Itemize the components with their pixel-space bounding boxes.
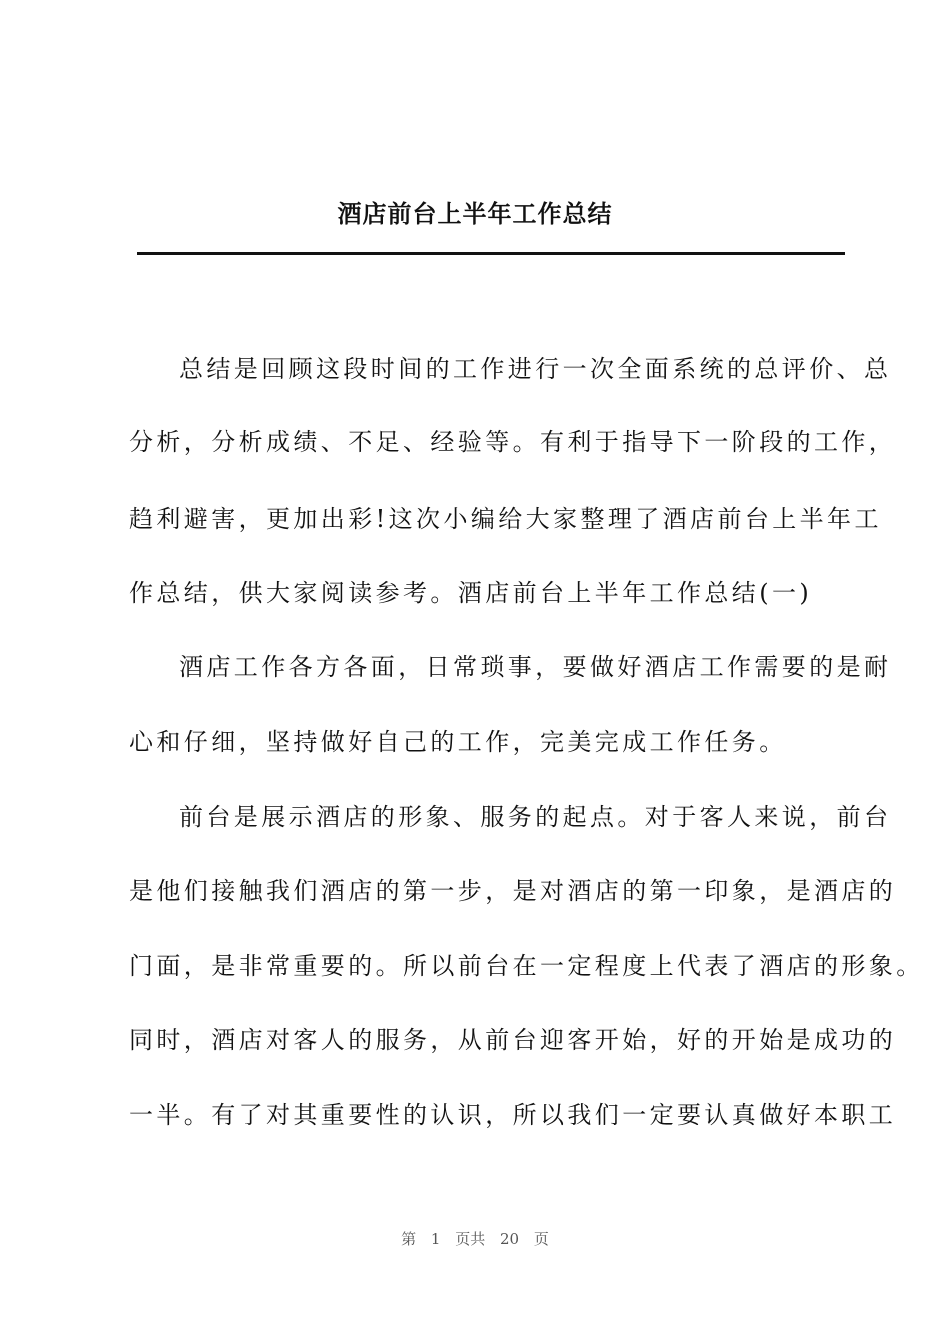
page-number-footer: 第 1 页共 20 页 <box>401 1230 549 1248</box>
body-line: 一半。有了对其重要性的认识，所以我们一定要认真做好本职工 <box>129 1101 897 1129</box>
body-line: 门面，是非常重要的。所以前台在一定程度上代表了酒店的形象。 <box>129 952 924 980</box>
title-underline <box>137 252 845 255</box>
body-line: 酒店工作各方各面，日常琐事，要做好酒店工作需要的是耐 <box>179 653 892 681</box>
body-line: 前台是展示酒店的形象、服务的起点。对于客人来说，前台 <box>179 803 892 831</box>
body-line: 总结是回顾这段时间的工作进行一次全面系统的总评价、总 <box>179 355 892 383</box>
body-line: 心和仔细，坚持做好自己的工作，完美完成工作任务。 <box>129 728 787 756</box>
body-line: 分析，分析成绩、不足、经验等。有利于指导下一阶段的工作， <box>129 428 897 456</box>
body-line: 同时，酒店对客人的服务，从前台迎客开始，好的开始是成功的 <box>129 1026 897 1054</box>
body-line: 是他们接触我们酒店的第一步，是对酒店的第一印象，是酒店的 <box>129 877 897 905</box>
body-line: 趋利避害，更加出彩!这次小编给大家整理了酒店前台上半年工 <box>129 505 882 533</box>
document-title: 酒店前台上半年工作总结 <box>337 199 613 228</box>
body-line: 作总结，供大家阅读参考。酒店前台上半年工作总结(一) <box>129 579 813 607</box>
